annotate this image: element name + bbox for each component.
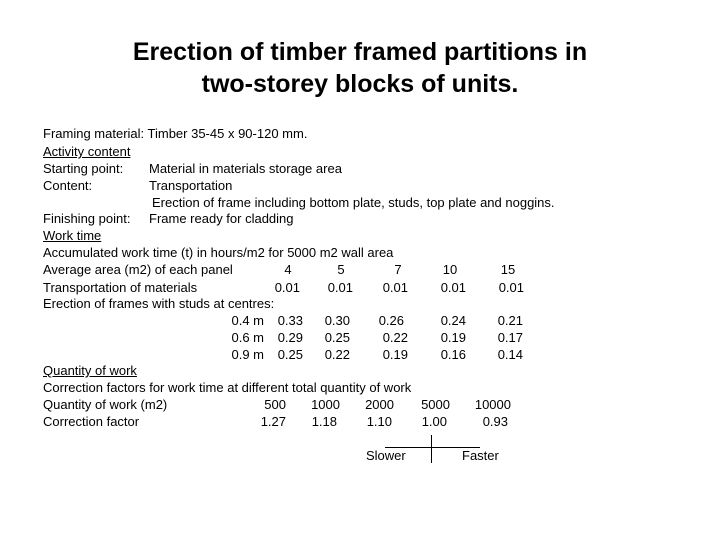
transport-value: 0.01 — [382, 280, 408, 295]
correction-factor-value: 1.27 — [260, 414, 286, 429]
centre-spacing: 0.9 m — [231, 347, 264, 362]
quantity-value: 500 — [264, 397, 286, 412]
accumulated-work-time: Accumulated work time (t) in hours/m2 for 5000 m2 wall area — [43, 245, 394, 260]
transport-value: 0.01 — [498, 280, 524, 295]
correction-factor-value: 1.10 — [366, 414, 392, 429]
work-time-value: 0.19 — [440, 330, 466, 345]
work-time-value: 0.25 — [277, 347, 303, 362]
quantity-value: 2000 — [365, 397, 394, 412]
quantity-value: 5000 — [421, 397, 450, 412]
page-title — [0, 36, 720, 100]
transportation-label: Transportation of materials — [43, 280, 198, 295]
area-value: 7 — [394, 262, 402, 277]
starting-point-label: Starting point: — [43, 161, 124, 176]
work-time-value: 0.17 — [497, 330, 523, 345]
work-time-value: 0.22 — [324, 347, 350, 362]
correction-factor-label: Correction factor — [43, 414, 140, 429]
correction-factor-value: 0.93 — [482, 414, 508, 429]
area-value: 5 — [337, 262, 345, 277]
faster-label: Faster — [462, 448, 499, 463]
transport-value: 0.01 — [440, 280, 466, 295]
centre-spacing: 0.4 m — [231, 313, 264, 328]
finishing-point-value: Frame ready for cladding — [149, 211, 294, 226]
work-time-value: 0.29 — [277, 330, 303, 345]
content-label: Content: — [43, 178, 93, 193]
work-time-value: 0.24 — [440, 313, 466, 328]
work-time-value: 0.22 — [382, 330, 408, 345]
correction-factor-value: 1.18 — [311, 414, 337, 429]
area-value: 4 — [284, 262, 292, 277]
correction-factor-value: 1.00 — [421, 414, 447, 429]
scale-divider — [431, 435, 432, 463]
framing-material: Framing material: Timber 35-45 x 90-120 mm. — [43, 126, 308, 141]
work-time-value: 0.30 — [324, 313, 350, 328]
finishing-point-label: Finishing point: — [43, 211, 131, 226]
work-time-heading: Work time — [43, 228, 102, 243]
correction-factors-title: Correction factors for work time at different total quantity of work — [43, 380, 412, 395]
slower-label: Slower — [366, 448, 406, 463]
work-time-value: 0.26 — [378, 313, 404, 328]
work-time-value: 0.21 — [497, 313, 523, 328]
average-area-label: Average area (m2) of each panel — [43, 262, 233, 277]
quantity-value: 10000 — [474, 397, 511, 412]
title-line-2: two-storey blocks of units. — [201, 70, 519, 98]
work-time-value: 0.19 — [382, 347, 408, 362]
title-line-1: Erection of timber framed partitions in — [132, 38, 588, 66]
activity-content-heading: Activity content — [43, 144, 131, 159]
quantity-of-work-label: Quantity of work (m2) — [43, 397, 168, 412]
work-time-value: 0.33 — [277, 313, 303, 328]
work-time-value: 0.16 — [440, 347, 466, 362]
centre-spacing: 0.6 m — [231, 330, 264, 345]
starting-point-value: Material in materials storage area — [149, 161, 342, 176]
content-value-transportation: Transportation — [149, 178, 233, 193]
content-value-erection: Erection of frame including bottom plate, studs, top plate and noggins. — [152, 195, 555, 210]
quantity-of-work-heading: Quantity of work — [43, 363, 137, 378]
area-value: 10 — [442, 262, 458, 277]
transport-value: 0.01 — [327, 280, 353, 295]
transport-value: 0.01 — [274, 280, 300, 295]
area-value: 15 — [500, 262, 516, 277]
work-time-value: 0.25 — [324, 330, 350, 345]
quantity-value: 1000 — [311, 397, 340, 412]
erection-frames-label: Erection of frames with studs at centres: — [43, 296, 275, 311]
work-time-value: 0.14 — [497, 347, 523, 362]
